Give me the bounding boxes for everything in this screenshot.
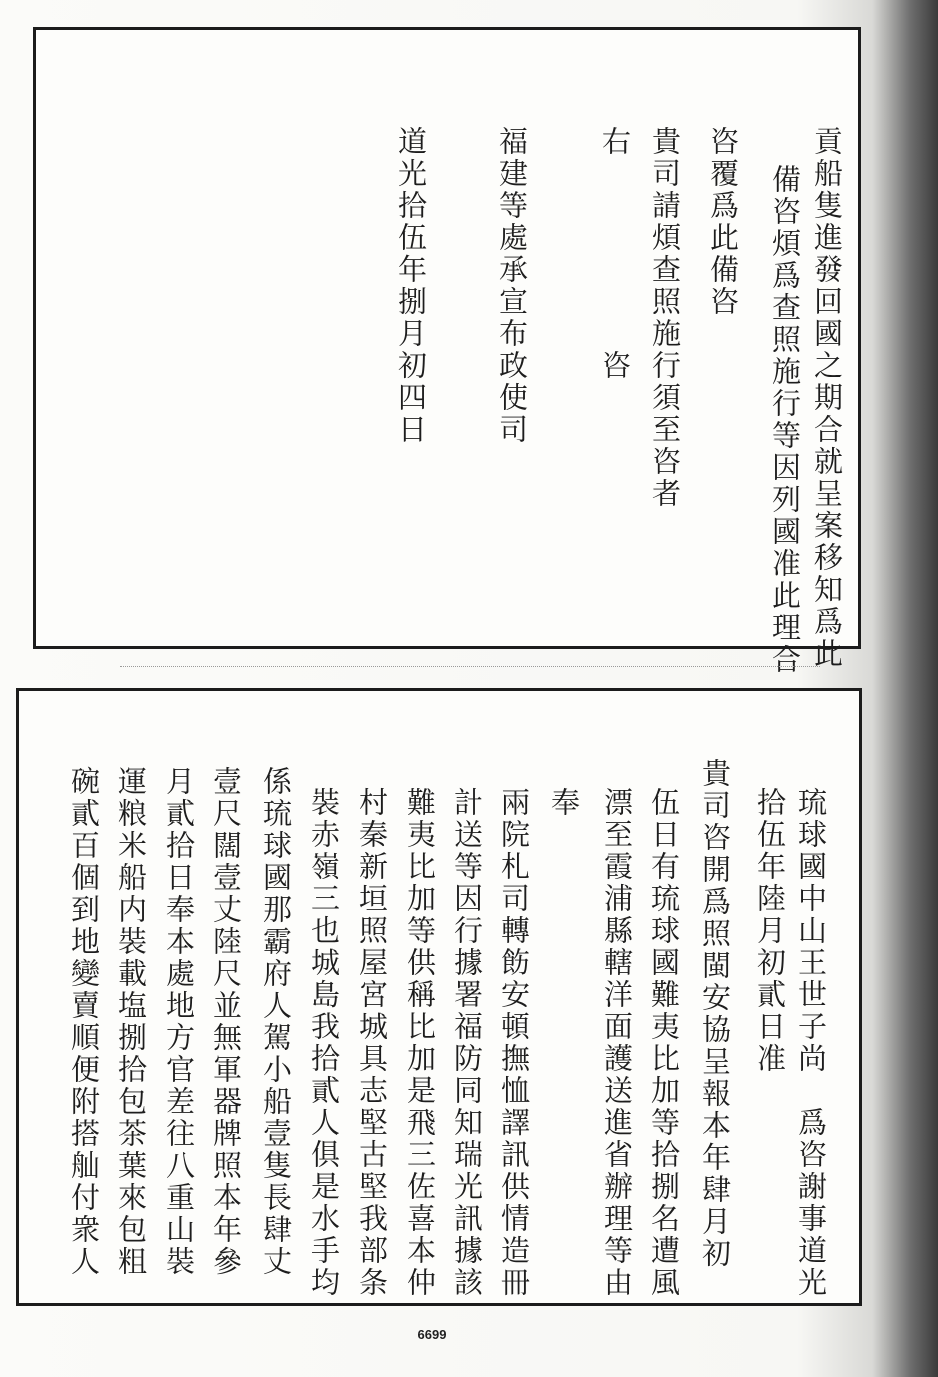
page-number: 6699 <box>417 1327 447 1342</box>
text-column: 壹尺闊壹丈陸尺並無軍器牌照本年參 <box>209 766 243 1278</box>
text-column: 兩院札司轉飭安頓撫恤譯訊供情造冊 <box>497 787 531 1299</box>
text-column: 運粮米船内裝載塩捌拾包茶葉來包粗 <box>114 766 148 1278</box>
text-column: 琉球國中山王世子尚 爲咨謝事道光 <box>794 787 828 1299</box>
text-column: 難夷比加等供稱比加是飛三佐喜本仲 <box>403 787 437 1299</box>
text-column: 貴司請煩查照施行須至咨者 <box>648 126 682 510</box>
text-column: 漂至霞浦縣轄洋面護送進省辦理等由 <box>600 787 634 1299</box>
text-column: 碗貳百個到地變賣順便附搭舢付衆人 <box>67 766 101 1278</box>
text-column: 係琉球國那霸府人駕小船壹隻長肆丈 <box>259 766 293 1278</box>
document-panel-bottom <box>16 688 862 1306</box>
text-column: 福建等處承宣布政使司 <box>495 126 529 446</box>
text-column: 貢船隻進發回國之期合就呈案移知爲此 <box>810 126 844 670</box>
text-column: 計送等因行據署福防同知瑞光訊據該 <box>450 787 484 1299</box>
text-column: 備咨煩爲查照施行等因列國准此理合 <box>768 164 802 676</box>
text-column: 月貳拾日奉本處地方官差往八重山裝 <box>162 766 196 1278</box>
text-column: 村秦新垣照屋宮城具志堅古堅我部条 <box>355 787 389 1299</box>
document-panel-top <box>33 27 861 676</box>
date-column: 道光拾伍年捌月初四日 <box>394 126 428 446</box>
text-column: 咨覆爲此備咨 <box>706 126 740 318</box>
text-column: 伍日有琉球國難夷比加等拾捌名遭風 <box>647 787 681 1299</box>
text-column: 右 咨 <box>598 126 632 382</box>
panel-divider <box>120 666 820 668</box>
text-column: 貴司咨開爲照閩安協呈報本年肆月初 <box>698 758 732 1270</box>
text-column: 拾伍年陸月初貳日准 <box>753 787 787 1075</box>
text-column: 奉 <box>547 787 581 819</box>
text-column: 裝赤嶺三也城島我拾貳人俱是水手均 <box>307 787 341 1299</box>
